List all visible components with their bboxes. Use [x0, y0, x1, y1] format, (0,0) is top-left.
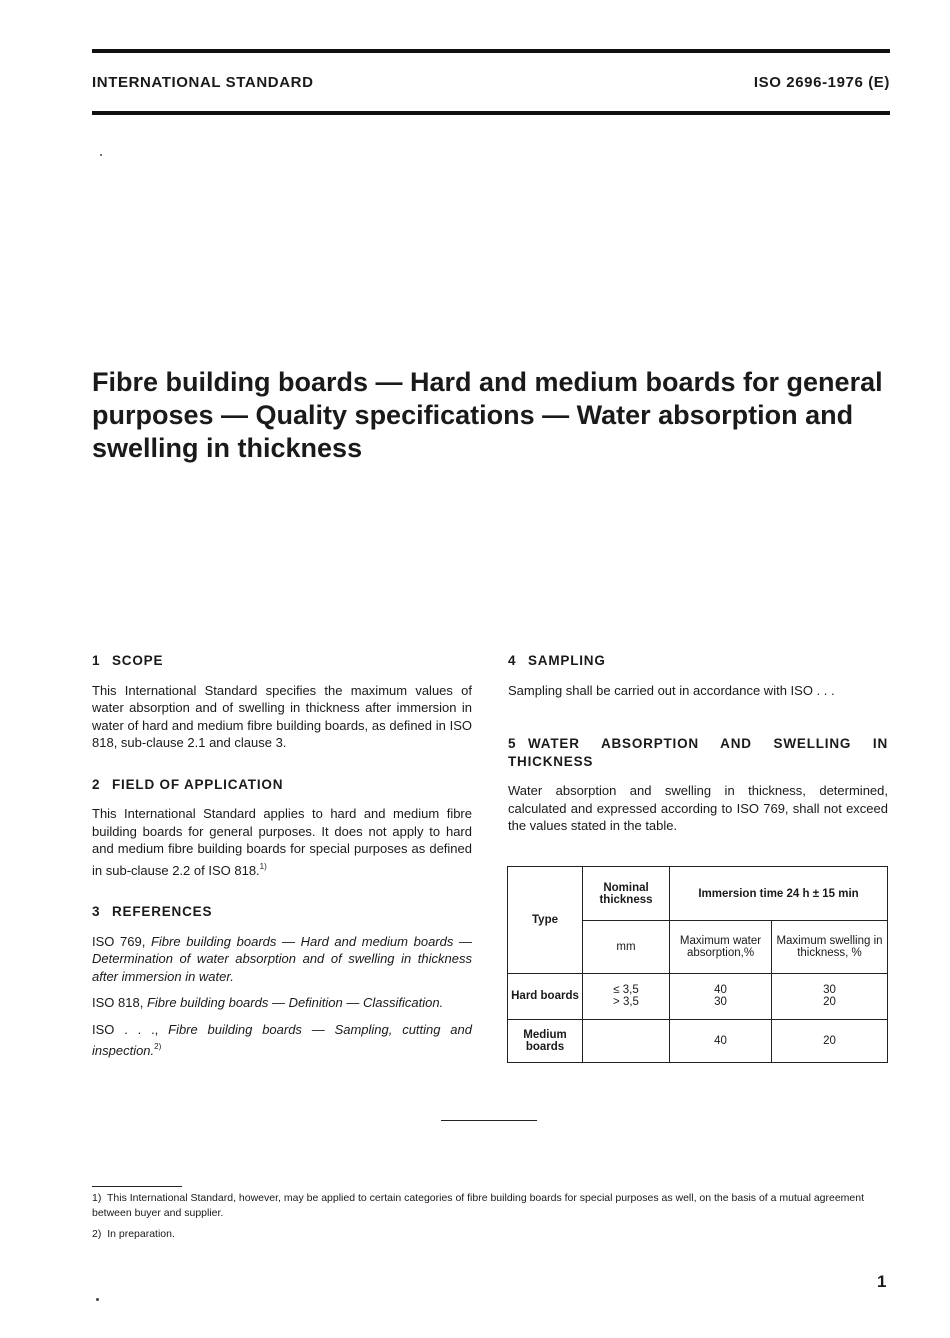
- row-thickness: ≤ 3,5 > 3,5: [583, 973, 670, 1019]
- section-5-heading: 5 WATER ABSORPTION AND SWELLING IN THICKNESS: [508, 736, 888, 769]
- right-column: [508, 652, 888, 835]
- left-column: [92, 652, 472, 1060]
- row-swelling: 20: [772, 1019, 888, 1062]
- row-swelling: 30 20: [772, 973, 888, 1019]
- reference-iso-818: ISO 818, Fibre building boards — Definition — Classification.: [92, 995, 444, 1010]
- nominal-thickness-header: Nominal thickness: [583, 867, 670, 921]
- section-2-text: This International Standard applies to hard and medium fibre building boards for general purposes. It does not apply to hard and medium fibre building boards for special purposes as defined in sub-clause 2.2 of ISO 818.$^{1)}$: [92, 806, 472, 878]
- section-1-heading: 1 SCOPE: [92, 653, 164, 668]
- type-header: Type: [508, 867, 583, 974]
- swelling-header: Maximum swelling in thickness, %: [772, 921, 888, 973]
- table-row: [508, 973, 888, 1019]
- footnote-1: 1) This International Standard, however, may be applied to certain categories of fibre building boards for special purposes as well, on the basis of a mutual agreement between buyer and supplier.: [92, 1192, 865, 1219]
- section-4-text: Sampling shall be carried out in accordance with ISO . . .: [508, 682, 835, 698]
- document-title: Fibre building boards — Hard and medium boards for general purposes — Quality specifications — Water absorption and swelling in thickness: [92, 367, 883, 463]
- header-left: INTERNATIONAL STANDARD: [92, 74, 314, 91]
- row-type: Medium boards: [508, 1019, 583, 1062]
- reference-iso-769: ISO 769, Fibre building boards — Hard and medium boards — Determination of water absorption and of swelling in thickness after immersion in water.: [92, 933, 472, 984]
- footnote-rule: [92, 1186, 182, 1187]
- page-number: 1: [877, 1272, 887, 1291]
- specification-table: [507, 866, 888, 1063]
- section-5-text: Water absorption and swelling in thickness, determined, calculated and expressed according to ISO 769, shall not exceed the values stated in the table.: [508, 783, 888, 833]
- section-3-heading: 3 REFERENCES: [92, 904, 213, 919]
- immersion-time-header: Immersion time 24 h ± 15 min: [670, 867, 888, 921]
- scan-speck: [100, 154, 102, 156]
- row-water: 40: [670, 1019, 772, 1062]
- header-right: ISO 2696-1976 (E): [753, 74, 890, 91]
- footnote-2: 2) In preparation.: [92, 1228, 175, 1240]
- row-type: Hard boards: [508, 973, 583, 1019]
- water-absorption-header: Maximum water absorption,%: [670, 921, 772, 973]
- scan-speck: [96, 1298, 99, 1301]
- section-2-heading: 2 FIELD OF APPLICATION: [92, 776, 284, 792]
- row-water: 40 30: [670, 973, 772, 1019]
- section-4-heading: 4 SAMPLING: [508, 653, 606, 668]
- section-divider: [441, 1120, 537, 1121]
- row-thickness: [583, 1019, 670, 1062]
- reference-iso-sampling: ISO . . ., Fibre building boards — Sampling, cutting and inspection.$^{2)}$: [92, 1021, 472, 1058]
- unit-mm-header: mm: [583, 921, 670, 973]
- header-bottom-rule: [92, 111, 890, 115]
- header-top-rule: [92, 49, 890, 53]
- section-1-text: This International Standard specifies the maximum values of water absorption and of swelling in thickness after immersion in water of hard and medium fibre building boards, as defined in ISO 818, sub-clause 2.1 and clause 3.: [92, 682, 472, 750]
- table-row: [508, 1019, 888, 1062]
